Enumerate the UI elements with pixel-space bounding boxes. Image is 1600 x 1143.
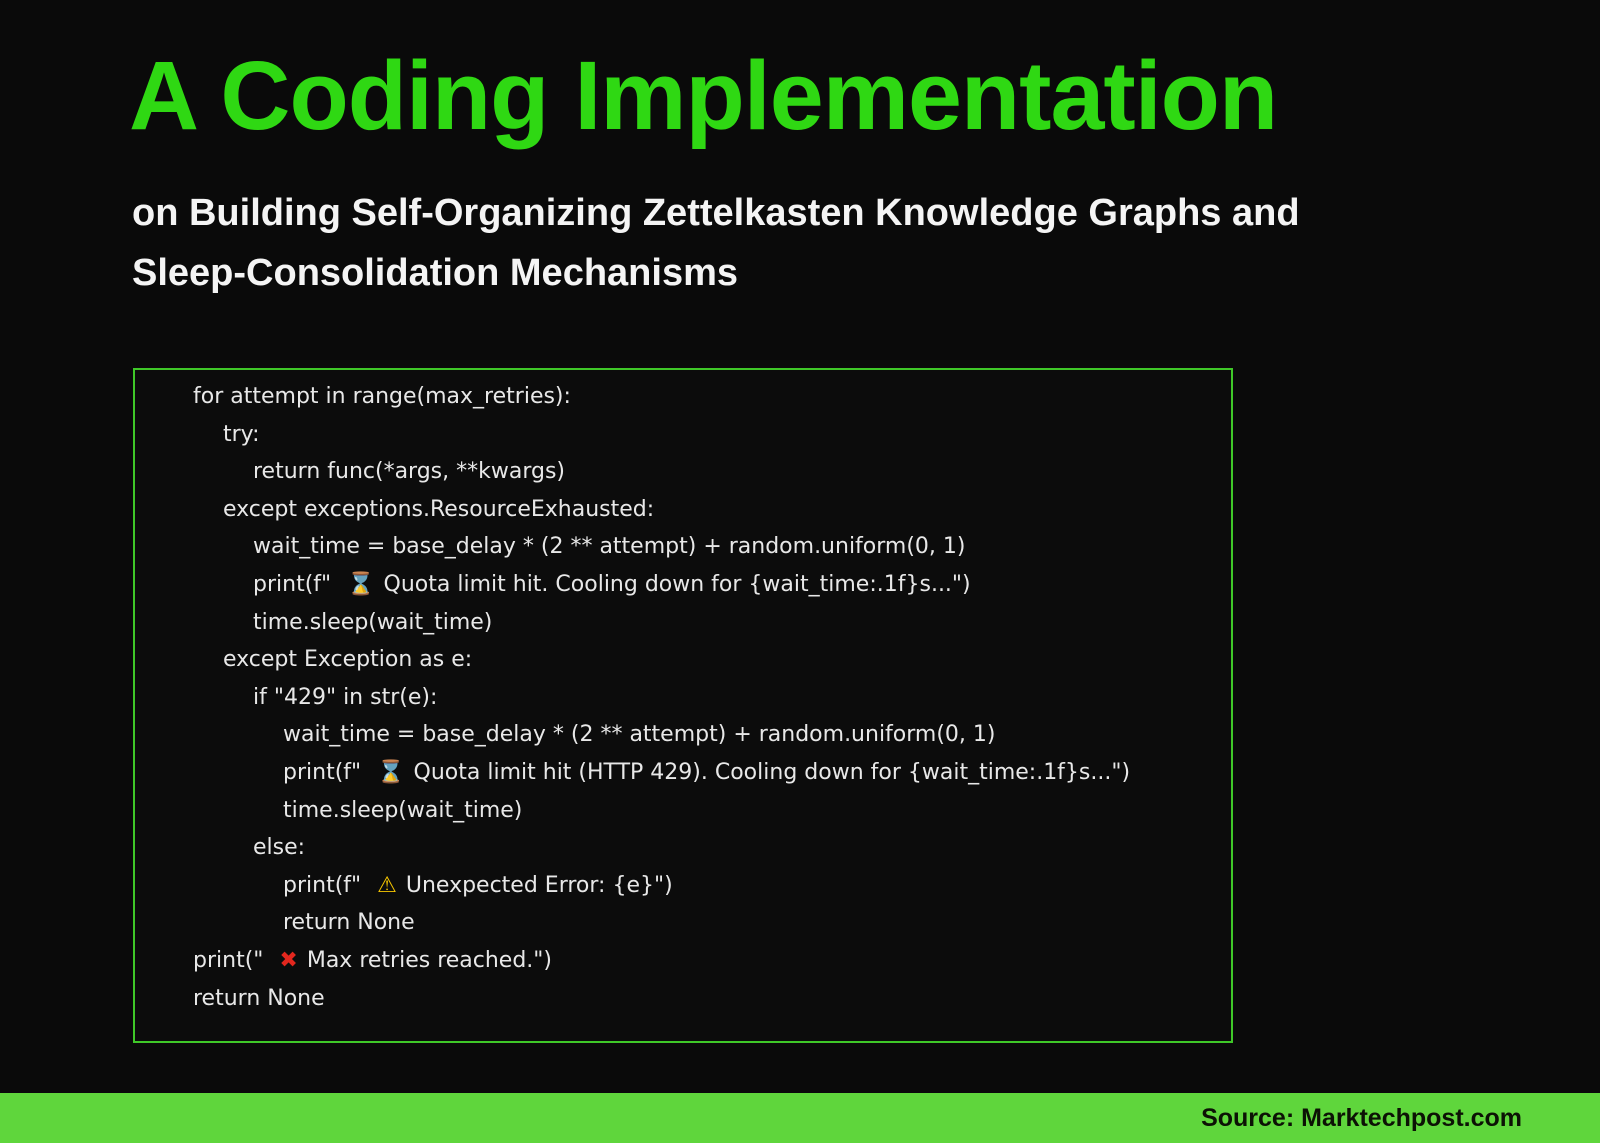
source-text: Source: Marktechpost.com [1201, 1103, 1522, 1132]
cross-icon: ✖ [279, 947, 298, 973]
code-text: print(f" [283, 872, 362, 898]
hourglass-icon: ⌛ [347, 571, 375, 597]
footer-bar [0, 1093, 1600, 1143]
code-line [193, 491, 1217, 529]
code-text: for attempt in range(max_retries): [193, 384, 571, 409]
code-text: print(f" [253, 571, 332, 597]
code-text: time.sleep(wait_time) [283, 797, 523, 823]
warning-icon: ⚠ [377, 872, 397, 898]
code-line [193, 528, 1217, 566]
code-line [193, 980, 1217, 1018]
code-text: print(" [193, 947, 264, 973]
code-line [193, 416, 1217, 454]
code-line [193, 942, 1217, 980]
code-text: wait_time = base_delay * (2 ** attempt) + random.uniform(0, 1) [253, 534, 966, 560]
code-text: try: [223, 421, 260, 447]
code-line [193, 641, 1217, 679]
page-title: A Coding Implementation [129, 41, 1278, 150]
code-line [193, 792, 1217, 830]
code-text: Max retries reached.") [306, 947, 553, 973]
code-text: return None [283, 910, 415, 936]
code-text: time.sleep(wait_time) [253, 609, 493, 635]
code-text: return None [193, 985, 325, 1011]
code-line [193, 754, 1217, 792]
subtitle-line-1: on Building Self-Organizing Zettelkasten Knowledge Graphs and [132, 192, 1300, 234]
code-line [193, 566, 1217, 604]
code-text: Unexpected Error: {e}") [405, 872, 673, 898]
code-line [193, 453, 1217, 491]
page-subtitle [132, 183, 1300, 303]
code-text: except exceptions.ResourceExhausted: [223, 496, 655, 522]
hourglass-icon: ⌛ [377, 759, 405, 785]
code-line [193, 604, 1217, 642]
subtitle-line-2: Sleep-Consolidation Mechanisms [132, 252, 738, 294]
code-line [193, 904, 1217, 942]
code-line [193, 378, 1217, 416]
code-text: return func(*args, **kwargs) [253, 459, 566, 485]
code-text: print(f" [283, 759, 362, 785]
code-text: else: [253, 835, 306, 861]
code-line [193, 679, 1217, 717]
code-line [193, 716, 1217, 754]
code-line [193, 867, 1217, 905]
code-text: if "429" in str(e): [253, 684, 438, 710]
code-text: Quota limit hit. Cooling down for {wait_time:.1f}s...") [383, 571, 971, 597]
code-line [193, 829, 1217, 867]
code-text: Quota limit hit (HTTP 429). Cooling down for {wait_time:.1f}s...") [413, 759, 1131, 785]
code-block [133, 368, 1233, 1043]
code-text: wait_time = base_delay * (2 ** attempt) + random.uniform(0, 1) [283, 722, 996, 748]
code-text: except Exception as e: [223, 647, 473, 673]
